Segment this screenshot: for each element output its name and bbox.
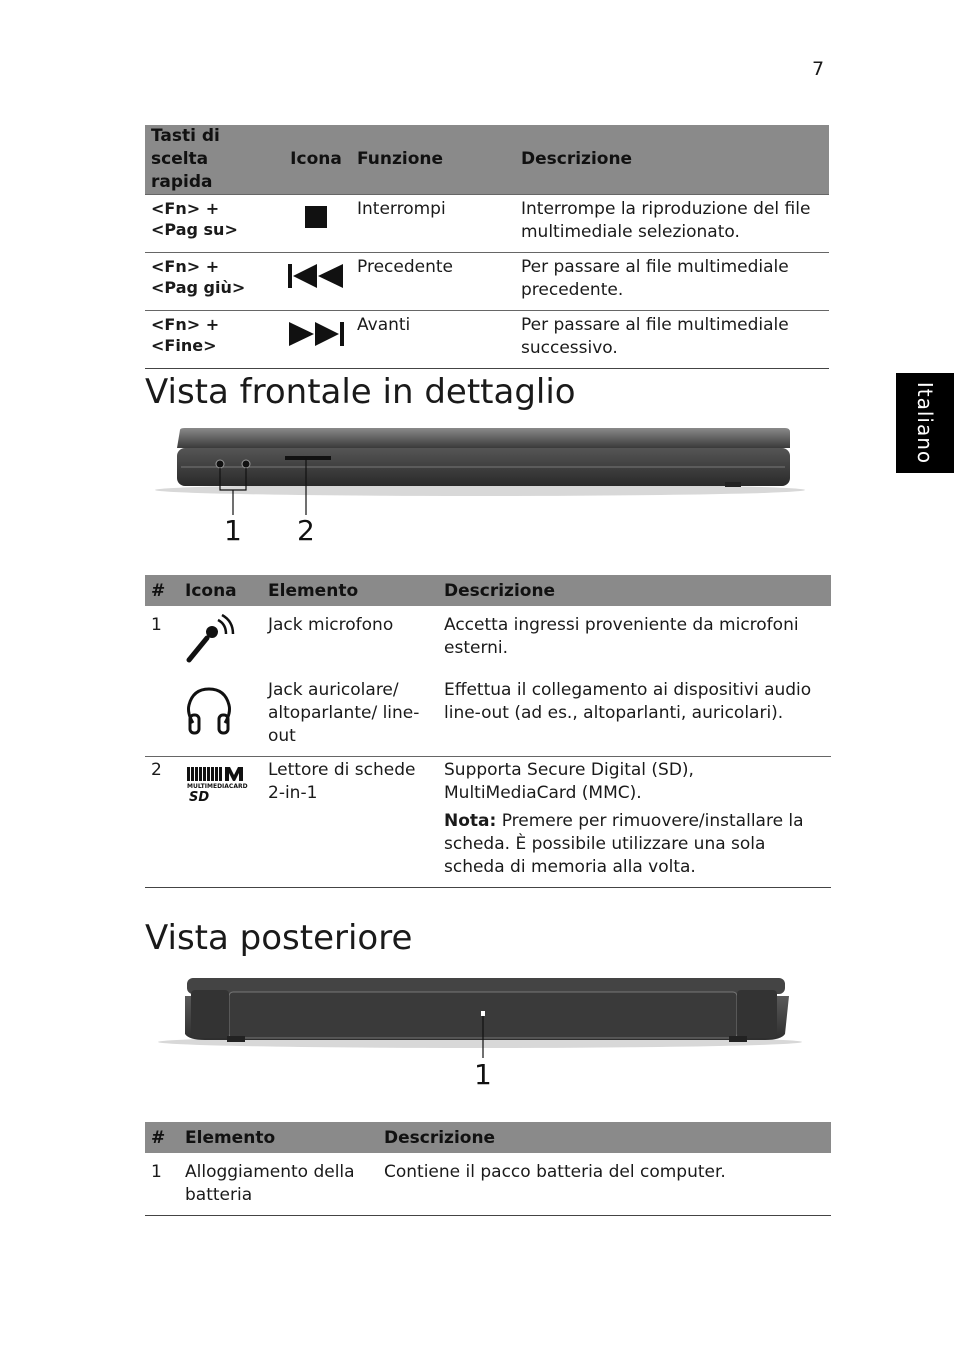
callout-number: 1 <box>224 514 242 547</box>
language-tab-label: Italiano <box>913 381 937 465</box>
rear-view-table <box>145 1122 831 1216</box>
table-row <box>145 1153 831 1216</box>
table-row <box>145 606 831 679</box>
column-header: # <box>145 575 179 606</box>
microphone-icon <box>185 614 237 664</box>
row-number: 1 <box>151 615 162 635</box>
hinge-right <box>737 990 777 1038</box>
column-header: Icona <box>179 575 262 606</box>
headphones-icon <box>185 685 233 737</box>
front-view-table <box>145 575 831 888</box>
note <box>444 810 825 879</box>
row-number: 1 <box>151 1162 162 1182</box>
row-number <box>145 679 179 757</box>
column-header: Descrizione <box>438 575 831 606</box>
mic-jack <box>216 460 224 468</box>
icon-cell <box>179 757 262 888</box>
column-header: Icona <box>281 125 351 195</box>
front-view-illustration <box>145 420 810 550</box>
foot <box>729 1036 747 1042</box>
hotkey-cell <box>145 311 281 369</box>
table-row <box>145 253 829 311</box>
icon-cell <box>281 195 351 253</box>
card-reader-icon <box>185 765 249 805</box>
table-header-row <box>145 575 831 606</box>
stop-icon <box>304 205 328 229</box>
element-cell: Lettore di schede 2-in-1 <box>262 757 438 888</box>
hotkey-cell <box>145 195 281 253</box>
table-row <box>145 311 829 369</box>
table-row <box>145 679 831 757</box>
description-cell: Per passare al file multimediale successivo. <box>515 311 829 369</box>
foot <box>725 482 741 487</box>
table-row <box>145 195 829 253</box>
laptop-lid <box>177 428 790 448</box>
description-cell: Accetta ingressi proveniente da microfoni esterni. <box>444 615 799 658</box>
rear-view-illustration <box>145 968 810 1093</box>
icon-cell <box>179 606 262 679</box>
table-row <box>145 757 831 888</box>
hotkey-text: <Pag su> <box>151 220 238 239</box>
column-header: Tasti di scelta rapida <box>145 125 281 195</box>
rear-view-title: Vista posteriore <box>145 918 413 958</box>
note-text: Premere per rimuovere/installare la scheda. È possibile utilizzare una sola scheda di memoria alla volta. <box>444 811 804 877</box>
hotkeys-table <box>145 125 829 369</box>
hinge-left <box>191 990 229 1038</box>
description-cell <box>438 757 831 888</box>
row-number: 2 <box>145 757 179 888</box>
function-cell: Avanti <box>351 311 515 369</box>
description-cell: Interrompe la riproduzione del file multimediale selezionato. <box>515 195 829 253</box>
front-view-title: Vista frontale in dettaglio <box>145 372 576 412</box>
callout-number: 2 <box>297 514 315 547</box>
hotkey-text: <Fn> + <box>151 257 220 276</box>
previous-track-icon <box>287 263 345 289</box>
hotkey-text: <Fn> + <Fine> <box>151 315 220 355</box>
next-track-icon <box>287 321 345 347</box>
column-header: Funzione <box>351 125 515 195</box>
foot <box>227 1036 245 1042</box>
hotkey-text: <Fn> + <box>151 199 220 218</box>
description-text: Supporta Secure Digital (SD), MultiMediaCard (MMC). <box>444 760 694 803</box>
function-cell: Interrompi <box>351 195 515 253</box>
function-cell: Precedente <box>351 253 515 311</box>
card-slot <box>285 456 331 460</box>
column-header: Elemento <box>179 1122 378 1153</box>
sd-logo-text: SD <box>189 790 210 805</box>
description-cell: Contiene il pacco batteria del computer. <box>384 1162 726 1182</box>
hotkey-text: <Pag giù> <box>151 278 246 297</box>
table-header-row <box>145 125 829 195</box>
language-tab <box>896 373 954 473</box>
table-header-row <box>145 1122 831 1153</box>
hotkey-cell <box>145 253 281 311</box>
element-cell: Jack microfono <box>268 615 394 635</box>
column-header: Descrizione <box>378 1122 831 1153</box>
page-number: 7 <box>812 58 825 80</box>
callout-marker <box>481 1011 485 1016</box>
column-header: Elemento <box>262 575 438 606</box>
column-header: Descrizione <box>515 125 829 195</box>
note-label: Nota: <box>444 811 497 831</box>
mmc-logo-text: MULTIMEDIACARD <box>187 783 248 790</box>
callout-number: 1 <box>474 1058 492 1091</box>
headphone-jack <box>242 460 250 468</box>
description-cell: Effettua il collegamento ai dispositivi audio line-out (ad es., altoparlanti, auricolari). <box>444 680 812 723</box>
element-cell: Jack auricolare/ altoparlante/ line-out <box>268 680 420 746</box>
icon-cell <box>281 253 351 311</box>
element-cell: Alloggiamento della batteria <box>185 1162 355 1205</box>
icon-cell <box>281 311 351 369</box>
column-header: # <box>145 1122 179 1153</box>
description-cell: Per passare al file multimediale precedente. <box>515 253 829 311</box>
icon-cell <box>179 679 262 757</box>
